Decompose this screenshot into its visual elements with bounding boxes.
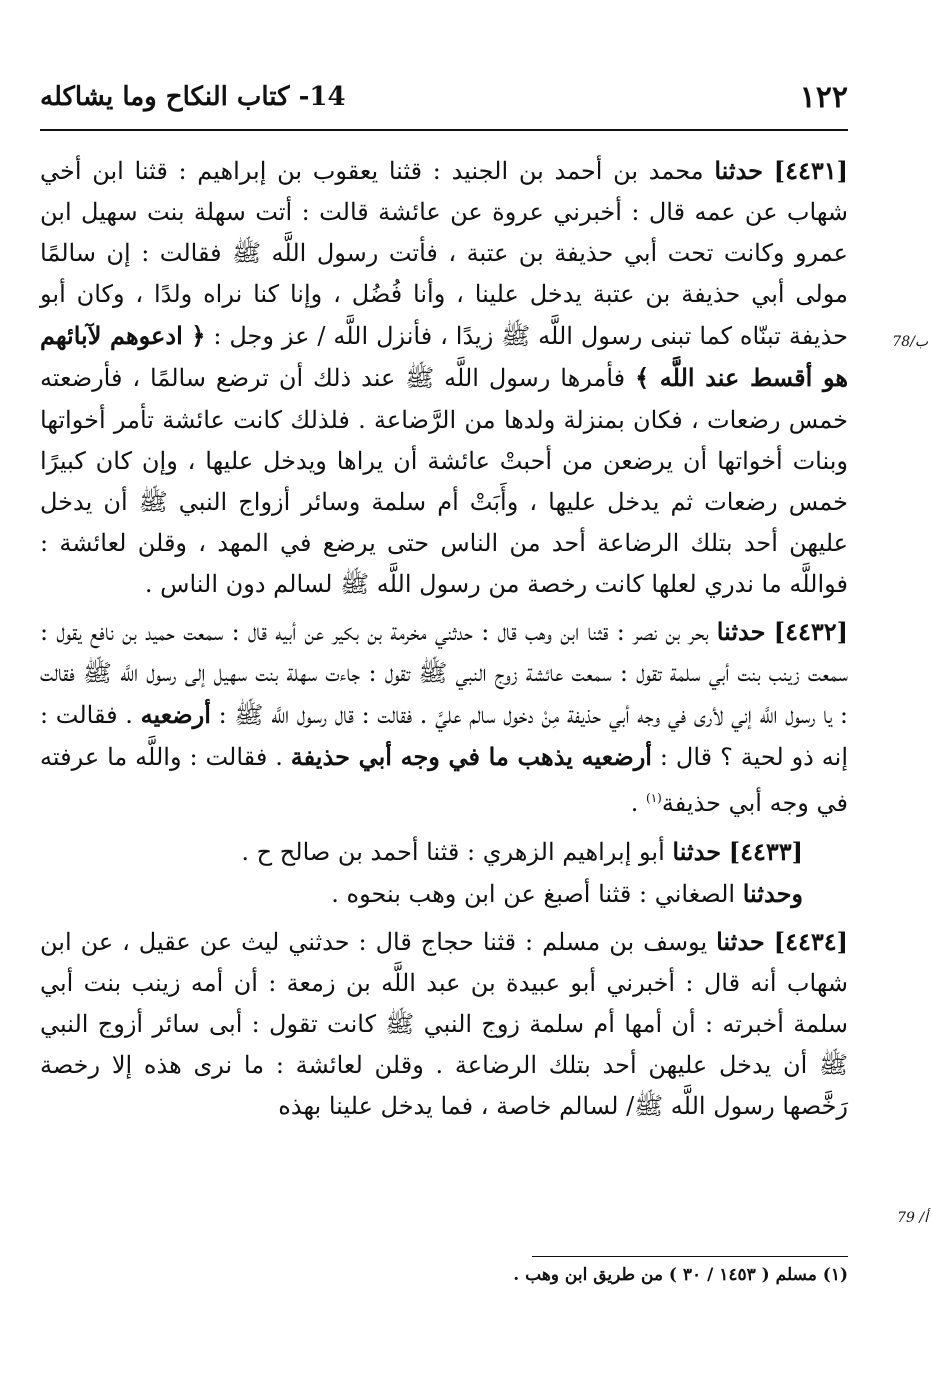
hadith-text: محمد بن أحمد بن الجنيد : قثنا يعقوب بن إبراهيم : قثنا ابن أخي شهاب عن عمه قال : أخبرني عروة عن عائشة قالت : أتت سهلة بنت سهيل ابن عمرو وكانت تحت أبي حذيفة بن عتبة ، فأتت رسول اللَّه ﷺ فقالت : إن سالمًا مولى أبي حذيفة بن عتبة يدخل علينا ، وأنا فُضُل ، وإنا كنا نراه ولدًا ، وكان أبو حذيفة تبنّاه كما تبنى رسول اللَّه ﷺ زيدًا ، فأنزل اللَّه / عز وجل :	[40, 157, 848, 351]
footnote-rule	[532, 1256, 848, 1257]
hadith-lead: حدثنا	[716, 926, 765, 956]
footnote: (١) مسلم ( ١٤٥٣ / ٣٠ ) من طريق ابن وهب .	[513, 1265, 848, 1285]
footnote-ref: (١)	[646, 791, 662, 806]
quran-verse: ﴿ ادعوهم لآبائهم هو أقسط عند اللَّه ﴾	[40, 321, 849, 393]
hadith-number: [٤٤٣٤]	[773, 926, 848, 956]
hadith-4432	[40, 611, 848, 824]
hadith-4431	[40, 150, 848, 605]
hadith-4434	[40, 921, 848, 1127]
hadith-text: أبو إبراهيم الزهري : قثنا أحمد بن صالح ح .	[241, 837, 665, 866]
hadith-4433-second-chain	[40, 873, 848, 915]
hadith-lead: وحدثنا	[742, 878, 803, 908]
hadith-4433	[40, 831, 848, 873]
main-text	[40, 150, 848, 1127]
hadith-text: فأمرها رسول اللَّه ﷺ عند ذلك أن ترضع سالمًا ، فأرضعته خمس رضعات ، فكان بمنزلة ولدها من الرَّضاعة . فلذلك كانت عائشة تأمر أخواتها وبنات أخواتها أن يرضعن من أحبتْ عائشة أن يراها ويدخل عليها ، وإن كان كبيرًا خمس رضعات ثم يدخل عليها ، وأَبَتْ أم سلمة وسائر أزواج النبي ﷺ أن يدخل عليهن أحد بتلك الرضاعة أحد من الناس حتى يرضع في المهد ، وقلن لعائشة : فواللَّه ما ندري لعلها كانت رخصة من رسول اللَّه ﷺ لسالم دون الناس .	[40, 364, 848, 598]
page-number: ١٢٢	[799, 80, 848, 115]
hadith-number: [٤٤٣٣]	[728, 836, 803, 866]
page-header	[40, 78, 848, 122]
hadith-text: . فقالت : واللَّه ما عرفته في وجه أبي حذيفة	[40, 743, 848, 818]
header-rule	[40, 129, 848, 131]
margin-note-79a: 79 /أ	[897, 1210, 928, 1226]
hadith-text: يوسف بن مسلم : قثنا حجاج قال : حدثني ليث عن عقيل ، عن ابن شهاب أنه قال : أخبرني أبو عبيدة بن عبد اللَّه بن زمعة : أن أمه زينب بنت أبي سلمة أخبرته : أن أمها أم سلمة زوج النبي ﷺ كانت تقول : أبى سائر أزوج النبي ﷺ أن يدخل عليهن أحد بتلك الرضاعة . وقلن لعائشة : ما نرى هذه إلا رخصة رَخَّصها رسول اللَّه ﷺ/ لسالم خاصة ، فما يدخل علينا بهذه	[40, 927, 848, 1121]
margin-note-78b: 78/ب	[892, 334, 928, 350]
hadith-bold: أرضعيه يذهب ما في وجه أبي حذيفة	[290, 742, 652, 772]
hadith-text: .	[630, 789, 639, 818]
hadith-text: . فقالت : إنه ذو لحية ؟ قال :	[40, 701, 848, 772]
hadith-number: [٤٤٣٢]	[773, 617, 848, 647]
hadith-bold: أرضعيه	[140, 700, 211, 730]
hadith-text: بحر بن نصر : قثنا ابن وهب قال : حدثني مخرمة بن بكير عن أبيه قال : سمعت حميد بن نافع يقول : سمعت زينب بنت أبي سلمة تقول : سمعت عائشة زوج النبي ﷺ تقول : جاءت سهلة بنت سهيل إلى رسول اللَّه ﷺ فقالت : يا رسول اللَّه إني لأرى في وجه أبي حذيفة مِنْ دخول سالم عليَّ . فقالت : قال رسول اللَّه ﷺ :	[40, 618, 849, 730]
hadith-lead: حدثنا	[716, 617, 766, 647]
chapter-title: 14- كتاب النكاح وما يشاكله	[40, 82, 346, 112]
hadith-lead: حدثنا	[714, 156, 763, 185]
hadith-number: [٤٤٣١]	[773, 156, 848, 185]
hadith-text: الصغاني : قثنا أصبغ عن ابن وهب بنحوه .	[331, 879, 736, 908]
hadith-lead: حدثنا	[672, 836, 722, 866]
